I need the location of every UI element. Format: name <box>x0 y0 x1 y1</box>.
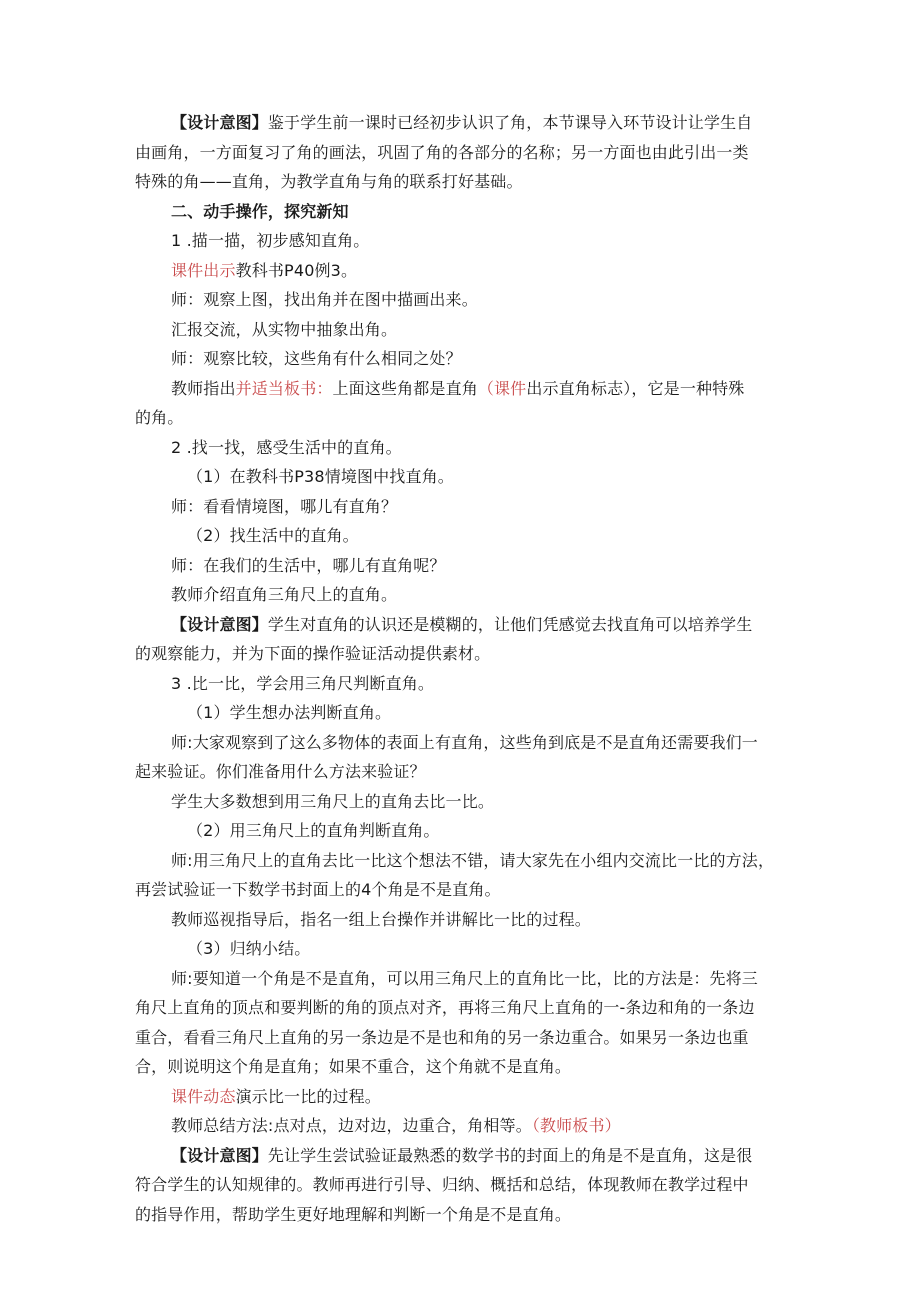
text-line <box>135 964 795 994</box>
body-text: （3）归纳小结。 <box>187 939 311 958</box>
text-line <box>135 167 795 197</box>
text-line <box>135 344 795 374</box>
text-line <box>135 580 795 610</box>
body-text: 鉴于学生前一课时已经初步认识了角，本节课导入环节设计让学生自 <box>267 113 753 132</box>
body-text: 师：观察上图，找出角并在图中描画出来。 <box>171 290 478 309</box>
body-text: 角尺上直角的顶点和要判断的角的顶点对齐，再将三角尺上直角的一-条边和角的一条边 <box>135 998 755 1017</box>
text-line <box>135 1170 795 1200</box>
text-line <box>135 462 795 492</box>
body-text: 汇报交流，从实物中抽象出角。 <box>171 319 398 339</box>
body-text: 由画角，一方面复习了角的画法，巩固了角的各部分的名称；另一方面也由此引出一类 <box>135 142 749 162</box>
body-text: 师:用三角尺上的直角去比一比这个想法不错，请大家先在小组内交流比一比的方法， <box>171 850 775 870</box>
highlight-text: （课件 <box>477 378 527 398</box>
text-line <box>135 639 795 669</box>
highlight-text: （教师板书） <box>531 1116 621 1135</box>
body-text: 的观察能力，并为下面的操作验证活动提供素材。 <box>135 644 491 663</box>
text-line <box>135 374 795 404</box>
bold-label: 【设计意图】 <box>171 1145 268 1165</box>
text-line <box>135 226 795 256</box>
highlight-text: 课件动态 <box>171 1086 236 1106</box>
text-line <box>135 728 795 758</box>
text-line <box>135 1052 795 1082</box>
text-line <box>135 521 795 551</box>
text-line <box>135 669 795 699</box>
body-text: 师:大家观察到了这么多物体的表面上有直角，这些角到底是不是直角还需要我们一 <box>171 732 758 752</box>
text-line <box>135 698 795 728</box>
text-line <box>135 1111 795 1141</box>
body-text: 师：观察比较，这些角有什么相同之处？ <box>171 349 462 368</box>
body-text: 学生对直角的认识还是模糊的，让他们凭感觉去找直角可以培养学生 <box>267 614 753 634</box>
text-line <box>135 108 795 138</box>
bold-label: 二、动手操作，探究新知 <box>171 201 349 221</box>
body-text: 教师巡视指导后，指名一组上台操作并讲解比一比的过程。 <box>171 909 591 929</box>
body-text: 符合学生的认知规律的。教师再进行引导、归纳、概括和总结，体现教师在教学过程中 <box>135 1175 749 1194</box>
text-line <box>135 433 795 463</box>
body-text: 师：在我们的生活中，哪儿有直角呢？ <box>171 555 446 575</box>
body-text: 3 .比一比，学会用三角尺判断直角。 <box>171 673 435 693</box>
body-text: 起来验证。你们准备用什么方法来验证？ <box>135 762 426 781</box>
text-line <box>135 757 795 787</box>
body-text: 学生大多数想到用三角尺上的直角去比一比。 <box>171 791 495 811</box>
highlight-text: 并适当板书： <box>235 378 333 398</box>
body-text: （1）在教科书P38情境图中找直角。 <box>187 467 454 486</box>
text-line <box>135 492 795 522</box>
body-text: 的角。 <box>135 408 184 427</box>
body-text: （1）学生想办法判断直角。 <box>187 703 392 722</box>
document-page <box>135 108 795 1229</box>
body-text: 1 .描一描，初步感知直角。 <box>171 231 370 250</box>
text-line <box>135 256 795 286</box>
text-line <box>135 787 795 817</box>
body-text: 合，则说明这个角是直角；如果不重合，这个角就不是直角。 <box>135 1057 572 1076</box>
body-text: 教师总结方法:点对点，边对边，边重合，角相等。 <box>171 1116 532 1135</box>
text-line <box>135 1200 795 1230</box>
bold-label: 【设计意图】 <box>171 113 268 132</box>
text-line <box>135 197 795 227</box>
text-line <box>135 551 795 581</box>
text-line <box>135 403 795 433</box>
body-text: 教师介绍直角三角尺上的直角。 <box>171 585 398 604</box>
text-line <box>135 315 795 345</box>
body-text: （2）找生活中的直角。 <box>187 526 359 545</box>
text-line <box>135 846 795 876</box>
text-line <box>135 138 795 168</box>
body-text: 的指导作用，帮助学生更好地理解和判断一个角是不是直角。 <box>135 1204 572 1224</box>
text-line <box>135 905 795 935</box>
body-text: 师：看看情境图，哪儿有直角？ <box>171 496 398 516</box>
body-text: 再尝试验证一下数学书封面上的4个角是不是直角。 <box>135 880 501 899</box>
body-text: 教师指出 <box>171 378 236 398</box>
text-line <box>135 1023 795 1053</box>
bold-label: 【设计意图】 <box>171 614 268 634</box>
text-line <box>135 610 795 640</box>
text-line <box>135 1082 795 1112</box>
body-text: （2）用三角尺上的直角判断直角。 <box>187 821 440 840</box>
body-text: 重合，看看三角尺上直角的另一条边是不是也和角的另一条边重合。如果另一条边也重 <box>135 1027 749 1047</box>
body-text: 师:要知道一个角是不是直角，可以用三角尺上的直角比一比，比的方法是：先将三 <box>171 968 758 988</box>
highlight-text: 课件出示 <box>171 260 236 280</box>
text-line <box>135 993 795 1023</box>
text-line <box>135 816 795 846</box>
text-line <box>135 1141 795 1171</box>
body-text: 教科书P40例3。 <box>235 260 358 280</box>
text-line <box>135 875 795 905</box>
text-line <box>135 285 795 315</box>
body-text: 2 .找一找，感受生活中的直角。 <box>171 437 402 457</box>
body-text: 特殊的角——直角，为教学直角与角的联系打好基础。 <box>135 172 523 191</box>
body-text: 上面这些角都是直角 <box>332 378 478 398</box>
body-text: 出示直角标志），它是一种特殊 <box>526 378 745 398</box>
text-line <box>135 934 795 964</box>
body-text: 先让学生尝试验证最熟悉的数学书的封面上的角是不是直角，这是很 <box>267 1145 753 1165</box>
body-text: 演示比一比的过程。 <box>235 1086 381 1106</box>
